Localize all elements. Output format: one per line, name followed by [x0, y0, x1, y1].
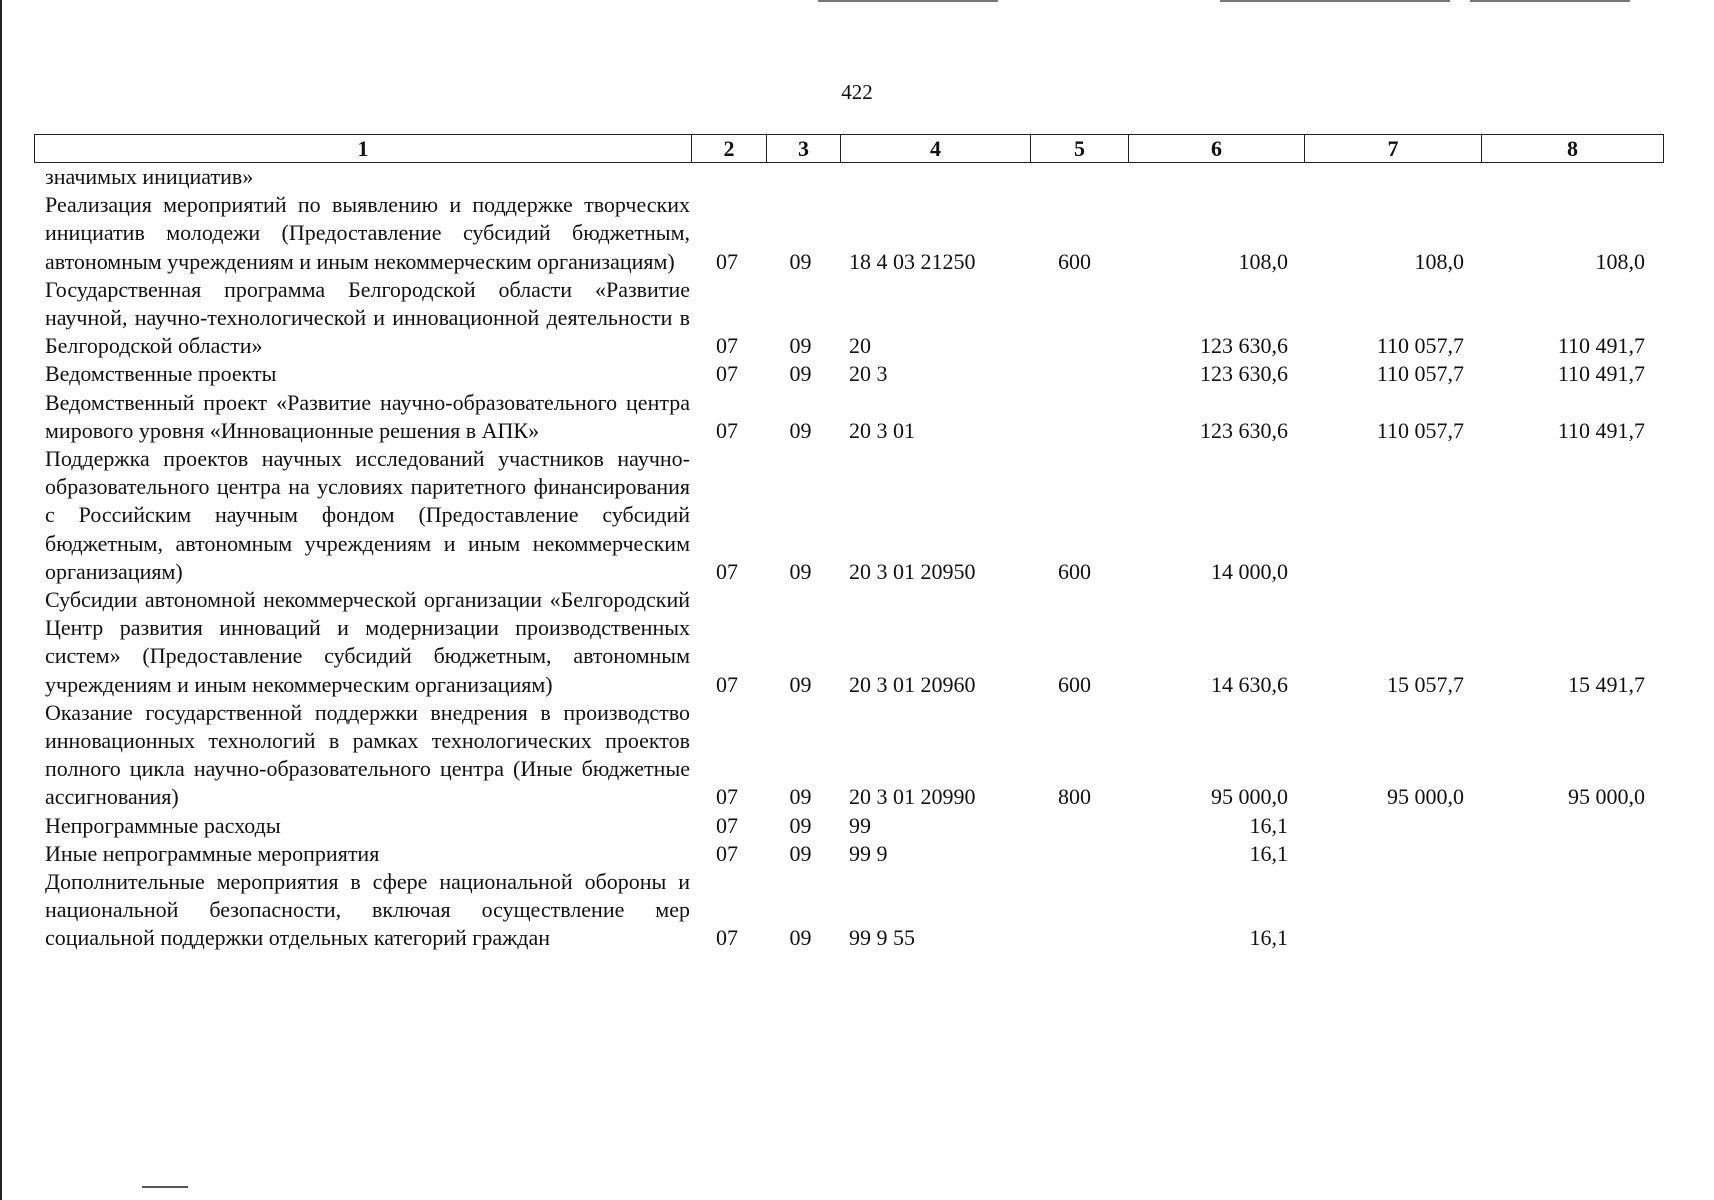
section-code-cell: 07	[716, 417, 738, 443]
section-code-cell: 07	[716, 361, 738, 387]
subsection-code-cell: 09	[789, 417, 812, 443]
column-header: 5	[1030, 135, 1128, 162]
column-header: 2	[691, 135, 766, 162]
section-code-cell: 07	[716, 784, 738, 810]
amount-year1-cell: 16,1	[1249, 840, 1288, 866]
table-body	[34, 163, 1664, 953]
amount-year3-cell: 15 491,7	[1568, 671, 1645, 697]
subsection-code-cell: 09	[789, 361, 812, 387]
row-name-cell: Ведомственные проекты	[45, 361, 277, 387]
row-name-cell: Государственная программа Белгородской области «Развитие научной, научно-технологической и инновационной деятельности в Белгородской области»	[45, 276, 690, 359]
expense-type-cell: 600	[1058, 671, 1091, 697]
column-header: 3	[766, 135, 840, 162]
column-header: 1	[357, 135, 369, 161]
subsection-code-cell: 09	[789, 812, 812, 838]
column-header: 7	[1304, 135, 1481, 162]
target-article-cell: 20 3 01 20990	[849, 784, 976, 810]
amount-year3-cell: 95 000,0	[1568, 784, 1645, 810]
section-code-cell: 07	[716, 558, 738, 584]
column-header: 4	[840, 135, 1030, 162]
amount-year1-cell: 14 630,6	[1211, 671, 1288, 697]
subsection-code-cell: 09	[789, 671, 812, 697]
section-code-cell: 07	[716, 333, 738, 359]
amount-year1-cell: 108,0	[1238, 248, 1288, 274]
amount-year2-cell: 108,0	[1414, 248, 1464, 274]
target-article-cell: 99	[849, 812, 871, 838]
subsection-code-cell: 09	[789, 248, 812, 274]
row-name-cell: Субсидии автономной некоммерческой организации «Белгородский Центр развития инноваций и модернизации производственных систем» (Предоставление субсидий бюджетным, автономным учреждениям и иным некоммерческим организациям)	[45, 587, 690, 697]
row-name-cell: Реализация мероприятий по выявлению и поддержке творческих инициатив молодежи (Предоставление субсидий бюджетным, автономным учреждениям и иным некоммерческим организациям)	[45, 192, 690, 274]
table-row	[34, 445, 1664, 586]
target-article-cell: 20 3 01	[849, 417, 915, 443]
top-scan-line	[1220, 0, 1450, 2]
left-edge-rule	[0, 0, 2, 1200]
amount-year2-cell: 95 000,0	[1387, 784, 1464, 810]
column-header: 6	[1128, 135, 1304, 162]
top-scan-line	[818, 0, 998, 2]
amount-year1-cell: 123 630,6	[1200, 417, 1288, 443]
section-code-cell: 07	[716, 248, 738, 274]
expense-type-cell: 600	[1058, 558, 1091, 584]
amount-year1-cell: 14 000,0	[1211, 558, 1288, 584]
row-name-cell: Иные непрограммные мероприятия	[45, 840, 380, 866]
section-code-cell: 07	[716, 840, 738, 866]
amount-year2-cell: 110 057,7	[1376, 333, 1464, 359]
subsection-code-cell: 09	[789, 784, 812, 810]
target-article-cell: 99 9	[849, 840, 888, 866]
subsection-code-cell: 09	[789, 558, 812, 584]
row-name-cell: значимых инициатив»	[45, 164, 254, 189]
amount-year3-cell: 108,0	[1595, 248, 1645, 274]
amount-year3-cell: 110 491,7	[1557, 417, 1645, 443]
target-article-cell: 18 4 03 21250	[849, 248, 976, 274]
table-row	[34, 389, 1664, 445]
subsection-code-cell: 09	[789, 333, 812, 359]
row-name-cell: Дополнительные мероприятия в сфере национальной обороны и национальной безопасности, включая осуществление мер социальной поддержки отдельных категорий граждан	[45, 869, 690, 951]
section-code-cell: 07	[716, 812, 738, 838]
amount-year2-cell: 110 057,7	[1376, 417, 1464, 443]
row-name-cell: Ведомственный проект «Развитие научно-образовательного центра мирового уровня «Инновационные решения в АПК»	[45, 389, 690, 443]
table-row	[34, 163, 1664, 191]
table-row	[34, 360, 1664, 388]
row-name-cell: Оказание государственной поддержки внедрения в производство инновационных технологий в рамках технологических проектов полного цикла научно-образовательного центра (Иные бюджетные ассигнования)	[45, 699, 690, 810]
column-header: 8	[1481, 135, 1663, 162]
footer-mark	[142, 1186, 188, 1188]
amount-year3-cell: 110 491,7	[1557, 333, 1645, 359]
table-row	[34, 191, 1664, 276]
top-scan-line	[1470, 0, 1630, 2]
section-code-cell: 07	[716, 925, 738, 951]
target-article-cell: 99 9 55	[849, 925, 915, 951]
table-row	[34, 276, 1664, 361]
subsection-code-cell: 09	[789, 925, 812, 951]
amount-year1-cell: 123 630,6	[1200, 333, 1288, 359]
target-article-cell: 20 3 01 20960	[849, 671, 976, 697]
page-number: 422	[841, 80, 873, 104]
row-name-cell: Непрограммные расходы	[45, 812, 281, 838]
target-article-cell: 20 3	[849, 361, 888, 387]
row-name-cell: Поддержка проектов научных исследований участников научно-образовательного центра на условиях паритетного финансирования с Российским научным фондом (Предоставление субсидий бюджетным, автономным учреждениям и иным некоммерческим организациям)	[45, 446, 690, 584]
table-row	[34, 699, 1664, 812]
budget-table	[34, 134, 1664, 953]
amount-year2-cell: 110 057,7	[1376, 361, 1464, 387]
table-header-row	[34, 134, 1664, 163]
amount-year3-cell: 110 491,7	[1557, 361, 1645, 387]
table-row	[34, 868, 1664, 953]
target-article-cell: 20	[849, 333, 871, 359]
table-row	[34, 812, 1664, 840]
amount-year1-cell: 95 000,0	[1211, 784, 1288, 810]
target-article-cell: 20 3 01 20950	[849, 558, 976, 584]
table-row	[34, 840, 1664, 868]
section-code-cell: 07	[716, 671, 738, 697]
expense-type-cell: 600	[1058, 248, 1091, 274]
amount-year1-cell: 16,1	[1249, 812, 1288, 838]
amount-year1-cell: 16,1	[1249, 925, 1288, 951]
table-row	[34, 586, 1664, 699]
subsection-code-cell: 09	[789, 840, 812, 866]
amount-year1-cell: 123 630,6	[1200, 361, 1288, 387]
amount-year2-cell: 15 057,7	[1387, 671, 1464, 697]
expense-type-cell: 800	[1058, 784, 1091, 810]
